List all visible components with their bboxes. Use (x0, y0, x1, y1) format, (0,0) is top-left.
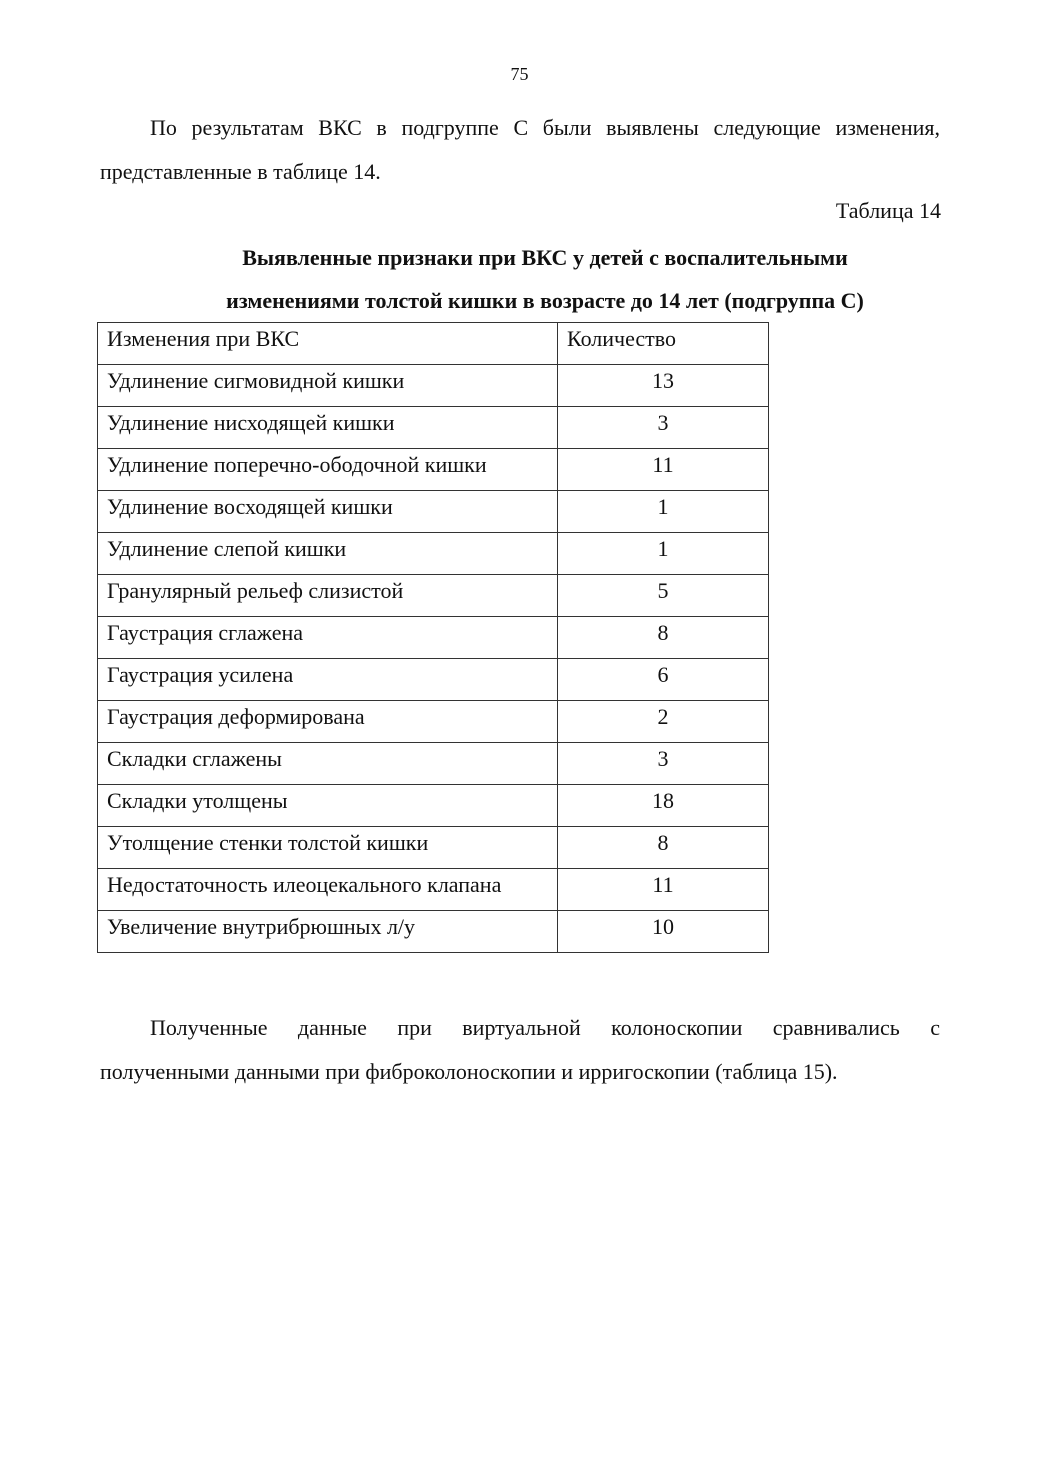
table-row (98, 491, 769, 533)
table-row (98, 701, 769, 743)
table-label: Таблица 14 (835, 198, 941, 223)
cell-count: 1 (558, 491, 769, 533)
table-row (98, 365, 769, 407)
cell-change: Складки сглажены (98, 743, 558, 785)
cell-count: 2 (558, 701, 769, 743)
page-number: 75 (510, 64, 529, 84)
table-row (98, 617, 769, 659)
cell-change: Удлинение нисходящей кишки (98, 407, 558, 449)
table-row (98, 785, 769, 827)
table-header-row (98, 323, 769, 365)
cell-change: Удлинение восходящей кишки (98, 491, 558, 533)
cell-change: Гаустрация усилена (98, 659, 558, 701)
cell-change: Удлинение поперечно-ободочной кишки (98, 449, 558, 491)
table-row (98, 869, 769, 911)
intro-line-1: По результатам ВКС в подгруппе С были выявлены следующие изменения, (150, 115, 940, 140)
cell-change: Гаустрация деформирована (98, 701, 558, 743)
cell-count: 8 (558, 617, 769, 659)
table-row (98, 911, 769, 953)
cell-count: 18 (558, 785, 769, 827)
cell-change: Гаустрация сглажена (98, 617, 558, 659)
cell-change: Гранулярный рельеф слизистой (98, 575, 558, 617)
table-row (98, 827, 769, 869)
data-table (97, 322, 769, 953)
cell-change: Утолщение стенки толстой кишки (98, 827, 558, 869)
table-row (98, 659, 769, 701)
cell-count: 5 (558, 575, 769, 617)
cell-change: Недостаточность илеоцекального клапана (98, 869, 558, 911)
cell-count: 13 (558, 365, 769, 407)
cell-count: 1 (558, 533, 769, 575)
cell-change: Увеличение внутрибрюшных л/у (98, 911, 558, 953)
header-count: Количество (558, 323, 769, 365)
outro-line-1: Полученные данные при виртуальной колоноскопии сравнивались с (150, 1015, 940, 1040)
table-row (98, 407, 769, 449)
intro-paragraph (100, 106, 940, 194)
cell-change: Складки утолщены (98, 785, 558, 827)
header-changes: Изменения при ВКС (98, 323, 558, 365)
cell-count: 3 (558, 743, 769, 785)
cell-count: 11 (558, 869, 769, 911)
table-row (98, 449, 769, 491)
cell-change: Удлинение слепой кишки (98, 533, 558, 575)
outro-paragraph (100, 1006, 940, 1094)
table-caption-line-2: изменениями толстой кишки в возрасте до 14 лет (подгруппа С) (226, 288, 864, 313)
cell-count: 6 (558, 659, 769, 701)
cell-count: 8 (558, 827, 769, 869)
table-row (98, 575, 769, 617)
table-caption (100, 236, 990, 322)
cell-count: 3 (558, 407, 769, 449)
cell-change: Удлинение сигмовидной кишки (98, 365, 558, 407)
table-row (98, 533, 769, 575)
intro-line-2: представленные в таблице 14. (100, 159, 381, 184)
outro-line-2: полученными данными при фиброколоноскопии и ирригоскопии (таблица 15). (100, 1059, 838, 1084)
cell-count: 10 (558, 911, 769, 953)
table-row (98, 743, 769, 785)
cell-count: 11 (558, 449, 769, 491)
table-caption-line-1: Выявленные признаки при ВКС у детей с воспалительными (242, 245, 848, 270)
